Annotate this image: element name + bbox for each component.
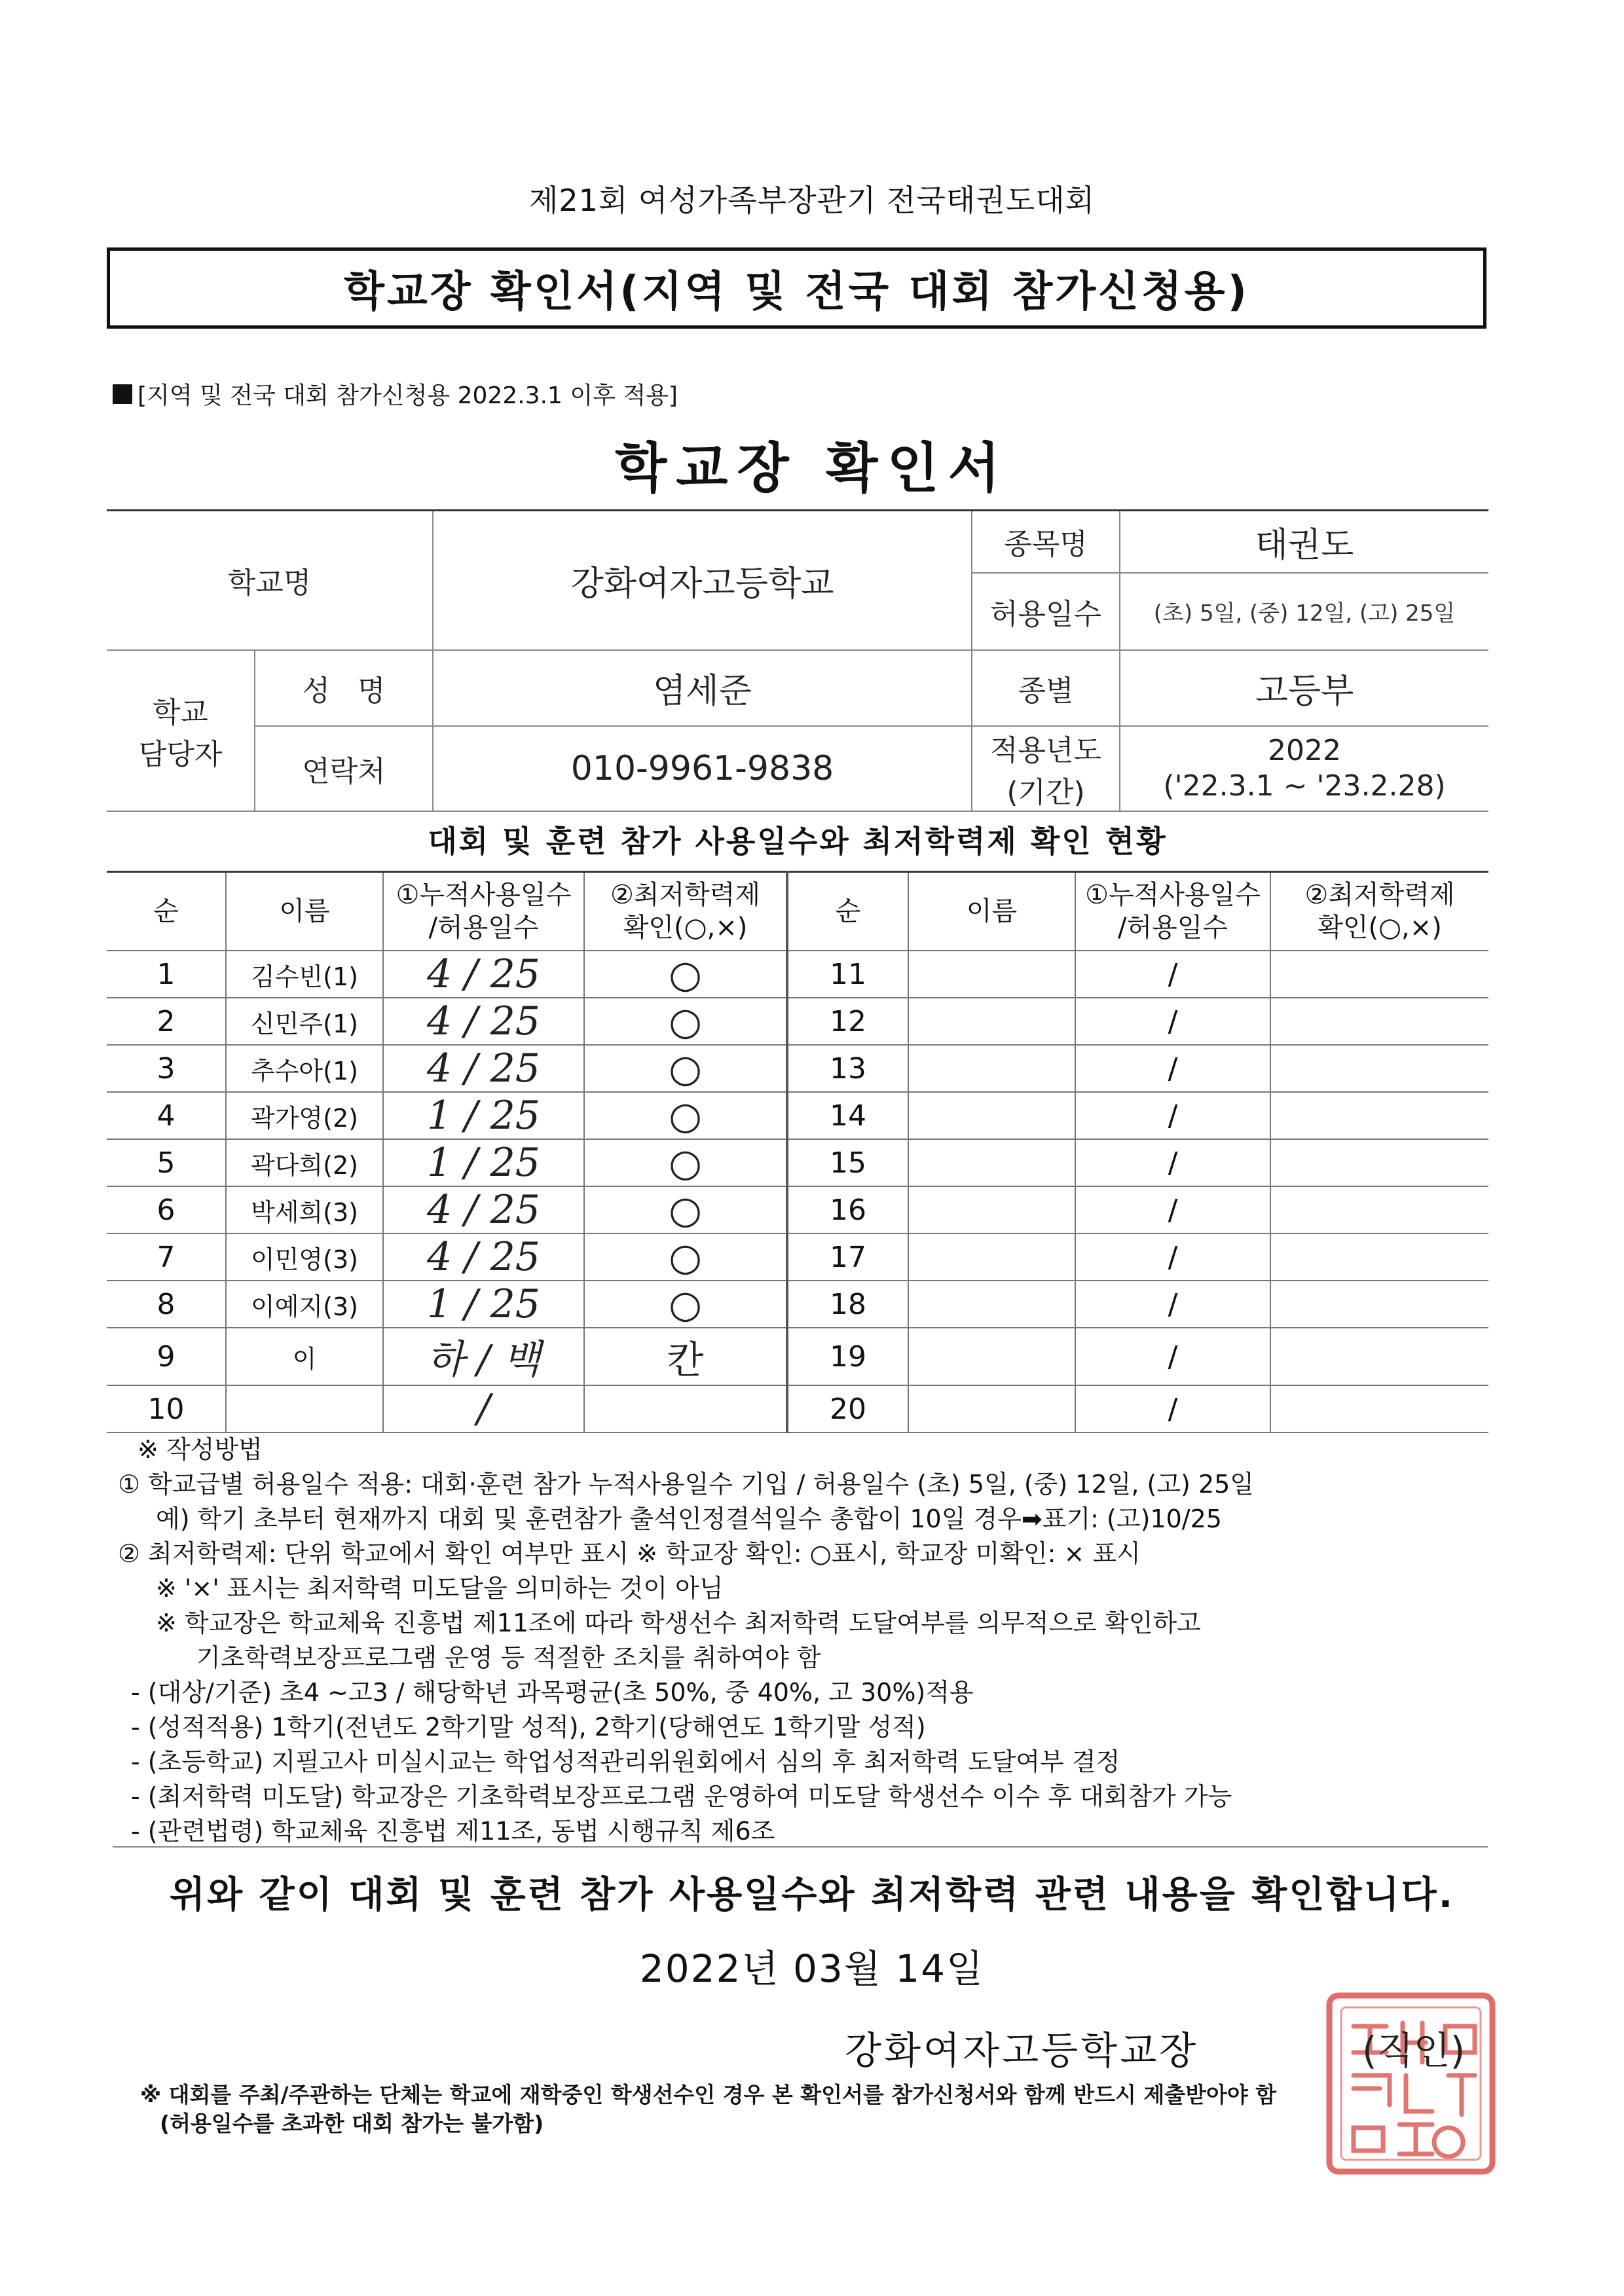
instructions-line-3: ② 최저학력제: 단위 학교에서 확인 여부만 표시 ※ 학교장 확인: ○표시, 학교장 미확인: × 표시 — [118, 1539, 1141, 1568]
instructions-line-7: - (대상/기준) 초4 ~고3 / 해당학년 과목평균(초 50%, 중 40%, 고 30%)적용 — [131, 1678, 974, 1707]
row-days-right: / — [1075, 951, 1270, 998]
header-days-line2: /허용일수 — [428, 913, 539, 943]
year-label — [972, 726, 1120, 811]
row-days: 4 / 25 — [383, 998, 584, 1045]
row-name-right — [908, 1045, 1075, 1092]
row-days-right: / — [1075, 1385, 1270, 1432]
sport-label: 종목명 — [972, 511, 1120, 573]
row-check-right — [1270, 1092, 1488, 1139]
row-no: 8 — [107, 1281, 226, 1328]
row-check-right — [1270, 1045, 1488, 1092]
header-check-right — [1270, 872, 1488, 951]
seal-label: (직인) — [1362, 2028, 1466, 2073]
row-name-right — [908, 1385, 1075, 1432]
row-check: ○ — [584, 951, 787, 998]
school-info-table — [107, 509, 1488, 812]
header-check — [584, 872, 787, 951]
box-title-text: 학교장 확인서(지역 및 전국 대회 참가신청용) — [344, 268, 1249, 316]
sport-value: 태권도 — [1120, 511, 1488, 573]
header-no-right: 순 — [787, 872, 908, 951]
instructions-line-4: ※ '×' 표시는 최저학력 미도달을 의미하는 것이 아님 — [156, 1574, 724, 1603]
row-no: 1 — [107, 951, 226, 998]
row-name: 곽다희(2) — [226, 1139, 383, 1186]
row-no-right: 16 — [787, 1186, 908, 1233]
row-name: 이 — [226, 1328, 383, 1385]
table-row — [107, 1045, 1488, 1092]
row-no-right: 15 — [787, 1139, 908, 1186]
year-value-line2: ('22.3.1 ~ '23.2.28) — [1163, 769, 1446, 803]
row-check-right — [1270, 1281, 1488, 1328]
row-name-right — [908, 1186, 1075, 1233]
contact-label-line1: 학교 — [152, 695, 208, 729]
row-check — [584, 1385, 787, 1432]
section-title: 대회 및 훈련 참가 사용일수와 최저학력제 확인 현황 — [428, 824, 1168, 859]
row-no-right: 19 — [787, 1328, 908, 1385]
black-square-icon — [113, 384, 132, 404]
table-row — [107, 951, 1488, 998]
row-days-right: / — [1075, 1139, 1270, 1186]
row-check: ○ — [584, 1186, 787, 1233]
division-value: 고등부 — [1120, 650, 1488, 726]
row-name-right — [908, 951, 1075, 998]
table-row — [107, 1281, 1488, 1328]
division-label: 종별 — [972, 650, 1120, 726]
document-date: 2022년 03월 14일 — [639, 1946, 985, 1991]
row-days-right: / — [1075, 1233, 1270, 1281]
confirmation-statement: 위와 같이 대회 및 훈련 참가 사용일수와 최저학력 관련 내용을 확인합니다. — [169, 1874, 1455, 1916]
instructions-line-6: 기초학력보장프로그램 운영 등 적절한 조치를 취하여야 함 — [196, 1643, 821, 1672]
row-days-right: / — [1075, 1092, 1270, 1139]
instructions-line-2: 예) 학기 초부터 현재까지 대회 및 훈련참가 출석인정결석일수 총합이 10일 경우➡표기: (고)10/25 — [156, 1504, 1222, 1533]
table-row — [107, 1233, 1488, 1281]
row-no: 5 — [107, 1139, 226, 1186]
row-days: 1 / 25 — [383, 1139, 584, 1186]
row-days: 4 / 25 — [383, 951, 584, 998]
row-check-right — [1270, 951, 1488, 998]
row-check: ○ — [584, 998, 787, 1045]
row-name: 추수아(1) — [226, 1045, 383, 1092]
participation-table — [107, 871, 1488, 1433]
footer-line-1: ※ 대회를 주최/주관하는 단체는 학교에 재학중인 학생선수인 경우 본 확인서를 참가신청서와 함께 반드시 제출받아야 함 — [140, 2082, 1277, 2107]
row-check: ○ — [584, 1281, 787, 1328]
row-days: 1 / 25 — [383, 1281, 584, 1328]
signer-name: 강화여자고등학교장 — [845, 2028, 1199, 2073]
row-days: 4 / 25 — [383, 1186, 584, 1233]
row-days-right: / — [1075, 1045, 1270, 1092]
year-label-line2: (기간) — [1006, 775, 1085, 809]
row-name — [226, 1385, 383, 1432]
row-no: 7 — [107, 1233, 226, 1281]
row-no-right: 14 — [787, 1092, 908, 1139]
header-name: 이름 — [226, 872, 383, 951]
row-no-right: 20 — [787, 1385, 908, 1432]
header-name-right: 이름 — [908, 872, 1075, 951]
header-days-right-line1: ①누적사용일수 — [1085, 880, 1261, 910]
table-row — [107, 1092, 1488, 1139]
row-check-right — [1270, 1328, 1488, 1385]
row-no: 3 — [107, 1045, 226, 1092]
header-check-line2: 확인(○,×) — [623, 913, 748, 943]
row-check-right — [1270, 998, 1488, 1045]
row-days: 하 / 백 — [383, 1328, 584, 1385]
row-no-right: 18 — [787, 1281, 908, 1328]
row-check-right — [1270, 1139, 1488, 1186]
row-no: 4 — [107, 1092, 226, 1139]
instructions — [118, 1432, 1493, 1849]
row-no: 9 — [107, 1328, 226, 1385]
instructions-line-10: - (최저학력 미도달) 학교장은 기초학력보장프로그램 운영하여 미도달 학생선수 이수 후 대회참가 가능 — [131, 1782, 1232, 1811]
row-days: 4 / 25 — [383, 1045, 584, 1092]
year-label-line1: 적용년도 — [990, 733, 1102, 767]
row-check-right — [1270, 1385, 1488, 1432]
row-check: ○ — [584, 1045, 787, 1092]
row-name: 신민주(1) — [226, 998, 383, 1045]
row-days: 1 / 25 — [383, 1092, 584, 1139]
row-name: 박세희(3) — [226, 1186, 383, 1233]
row-check-right — [1270, 1186, 1488, 1233]
row-name: 이예지(3) — [226, 1281, 383, 1328]
contact-label-line2: 담당자 — [138, 737, 223, 771]
instructions-line-1: ① 학교급별 허용일수 적용: 대회·훈련 참가 누적사용일수 기입 / 허용일수 (초) 5일, (중) 12일, (고) 25일 — [118, 1470, 1255, 1499]
row-days: / — [383, 1385, 584, 1432]
table-row — [107, 1328, 1488, 1385]
event-title: 제21회 여성가족부장관기 전국태권도대회 — [528, 183, 1096, 218]
document-box-title — [107, 247, 1486, 329]
row-no-right: 11 — [787, 951, 908, 998]
header-days-right-line2: /허용일수 — [1117, 913, 1228, 943]
table-row — [107, 1139, 1488, 1186]
row-name: 김수빈(1) — [226, 951, 383, 998]
row-name-right — [908, 1139, 1075, 1186]
divider — [113, 1846, 1488, 1848]
row-name-right — [908, 1281, 1075, 1328]
row-name-right — [908, 998, 1075, 1045]
school-label: 학교명 — [107, 511, 433, 650]
name-label: 성 명 — [255, 650, 433, 726]
instructions-line-8: - (성적적용) 1학기(전년도 2학기말 성적), 2학기(당해연도 1학기말 성적) — [131, 1713, 926, 1741]
row-no-right: 13 — [787, 1045, 908, 1092]
row-name-right — [908, 1092, 1075, 1139]
footer-note — [140, 2081, 1276, 2138]
phone-value: 010-9961-9838 — [433, 726, 972, 811]
row-name: 곽가영(2) — [226, 1092, 383, 1139]
row-days-right: / — [1075, 1281, 1270, 1328]
row-check: ○ — [584, 1092, 787, 1139]
note-text: [지역 및 전국 대회 참가신청용 2022.3.1 이후 적용] — [138, 382, 678, 409]
header-no: 순 — [107, 872, 226, 951]
official-seal-icon — [1324, 1990, 1498, 2177]
contact-person-label — [107, 650, 255, 811]
phone-label: 연락처 — [255, 726, 433, 811]
page-title: 학교장 확인서 — [615, 437, 1009, 500]
row-no: 2 — [107, 998, 226, 1045]
header-check-line1: ②최저학력제 — [610, 880, 761, 910]
header-days-line1: ①누적사용일수 — [396, 880, 572, 910]
row-check: 칸 — [584, 1328, 787, 1385]
row-name-right — [908, 1328, 1075, 1385]
allowed-days-label: 허용일수 — [972, 573, 1120, 650]
row-check: ○ — [584, 1233, 787, 1281]
row-days: 4 / 25 — [383, 1233, 584, 1281]
row-days-right: / — [1075, 1186, 1270, 1233]
year-value — [1120, 726, 1488, 811]
table-row — [107, 1385, 1488, 1432]
row-days-right: / — [1075, 1328, 1270, 1385]
instructions-line-9: - (초등학교) 지필고사 미실시교는 학업성적관리위원회에서 심의 후 최저학력 도달여부 결정 — [131, 1747, 1120, 1776]
school-value: 강화여자고등학교 — [433, 511, 972, 650]
header-days — [383, 872, 584, 951]
row-no: 10 — [107, 1385, 226, 1432]
table-row — [107, 1186, 1488, 1233]
year-value-line1: 2022 — [1268, 733, 1341, 767]
header-days-right — [1075, 872, 1270, 951]
row-no-right: 17 — [787, 1233, 908, 1281]
name-value: 염세준 — [433, 650, 972, 726]
instructions-line-5: ※ 학교장은 학교체육 진흥법 제11조에 따라 학생선수 최저학력 도달여부를 의무적으로 확인하고 — [156, 1609, 1201, 1637]
header-check-right-line1: ②최저학력제 — [1304, 880, 1455, 910]
instructions-line-11: - (관련법령) 학교체육 진흥법 제11조, 동법 시행규칙 제6조 — [131, 1817, 775, 1846]
row-check: ○ — [584, 1139, 787, 1186]
row-check-right — [1270, 1233, 1488, 1281]
row-days-right: / — [1075, 998, 1270, 1045]
row-name: 이민영(3) — [226, 1233, 383, 1281]
applicability-note — [113, 377, 678, 410]
row-name-right — [908, 1233, 1075, 1281]
footer-line-2: (허용일수를 초과한 대회 참가는 불가함) — [160, 2111, 544, 2136]
instructions-heading: ※ 작성방법 — [138, 1435, 263, 1464]
header-check-right-line2: 확인(○,×) — [1318, 913, 1442, 943]
row-no-right: 12 — [787, 998, 908, 1045]
table-header-row — [107, 872, 1488, 951]
table-row — [107, 998, 1488, 1045]
row-no: 6 — [107, 1186, 226, 1233]
allowed-days-value: (초) 5일, (중) 12일, (고) 25일 — [1120, 573, 1488, 650]
